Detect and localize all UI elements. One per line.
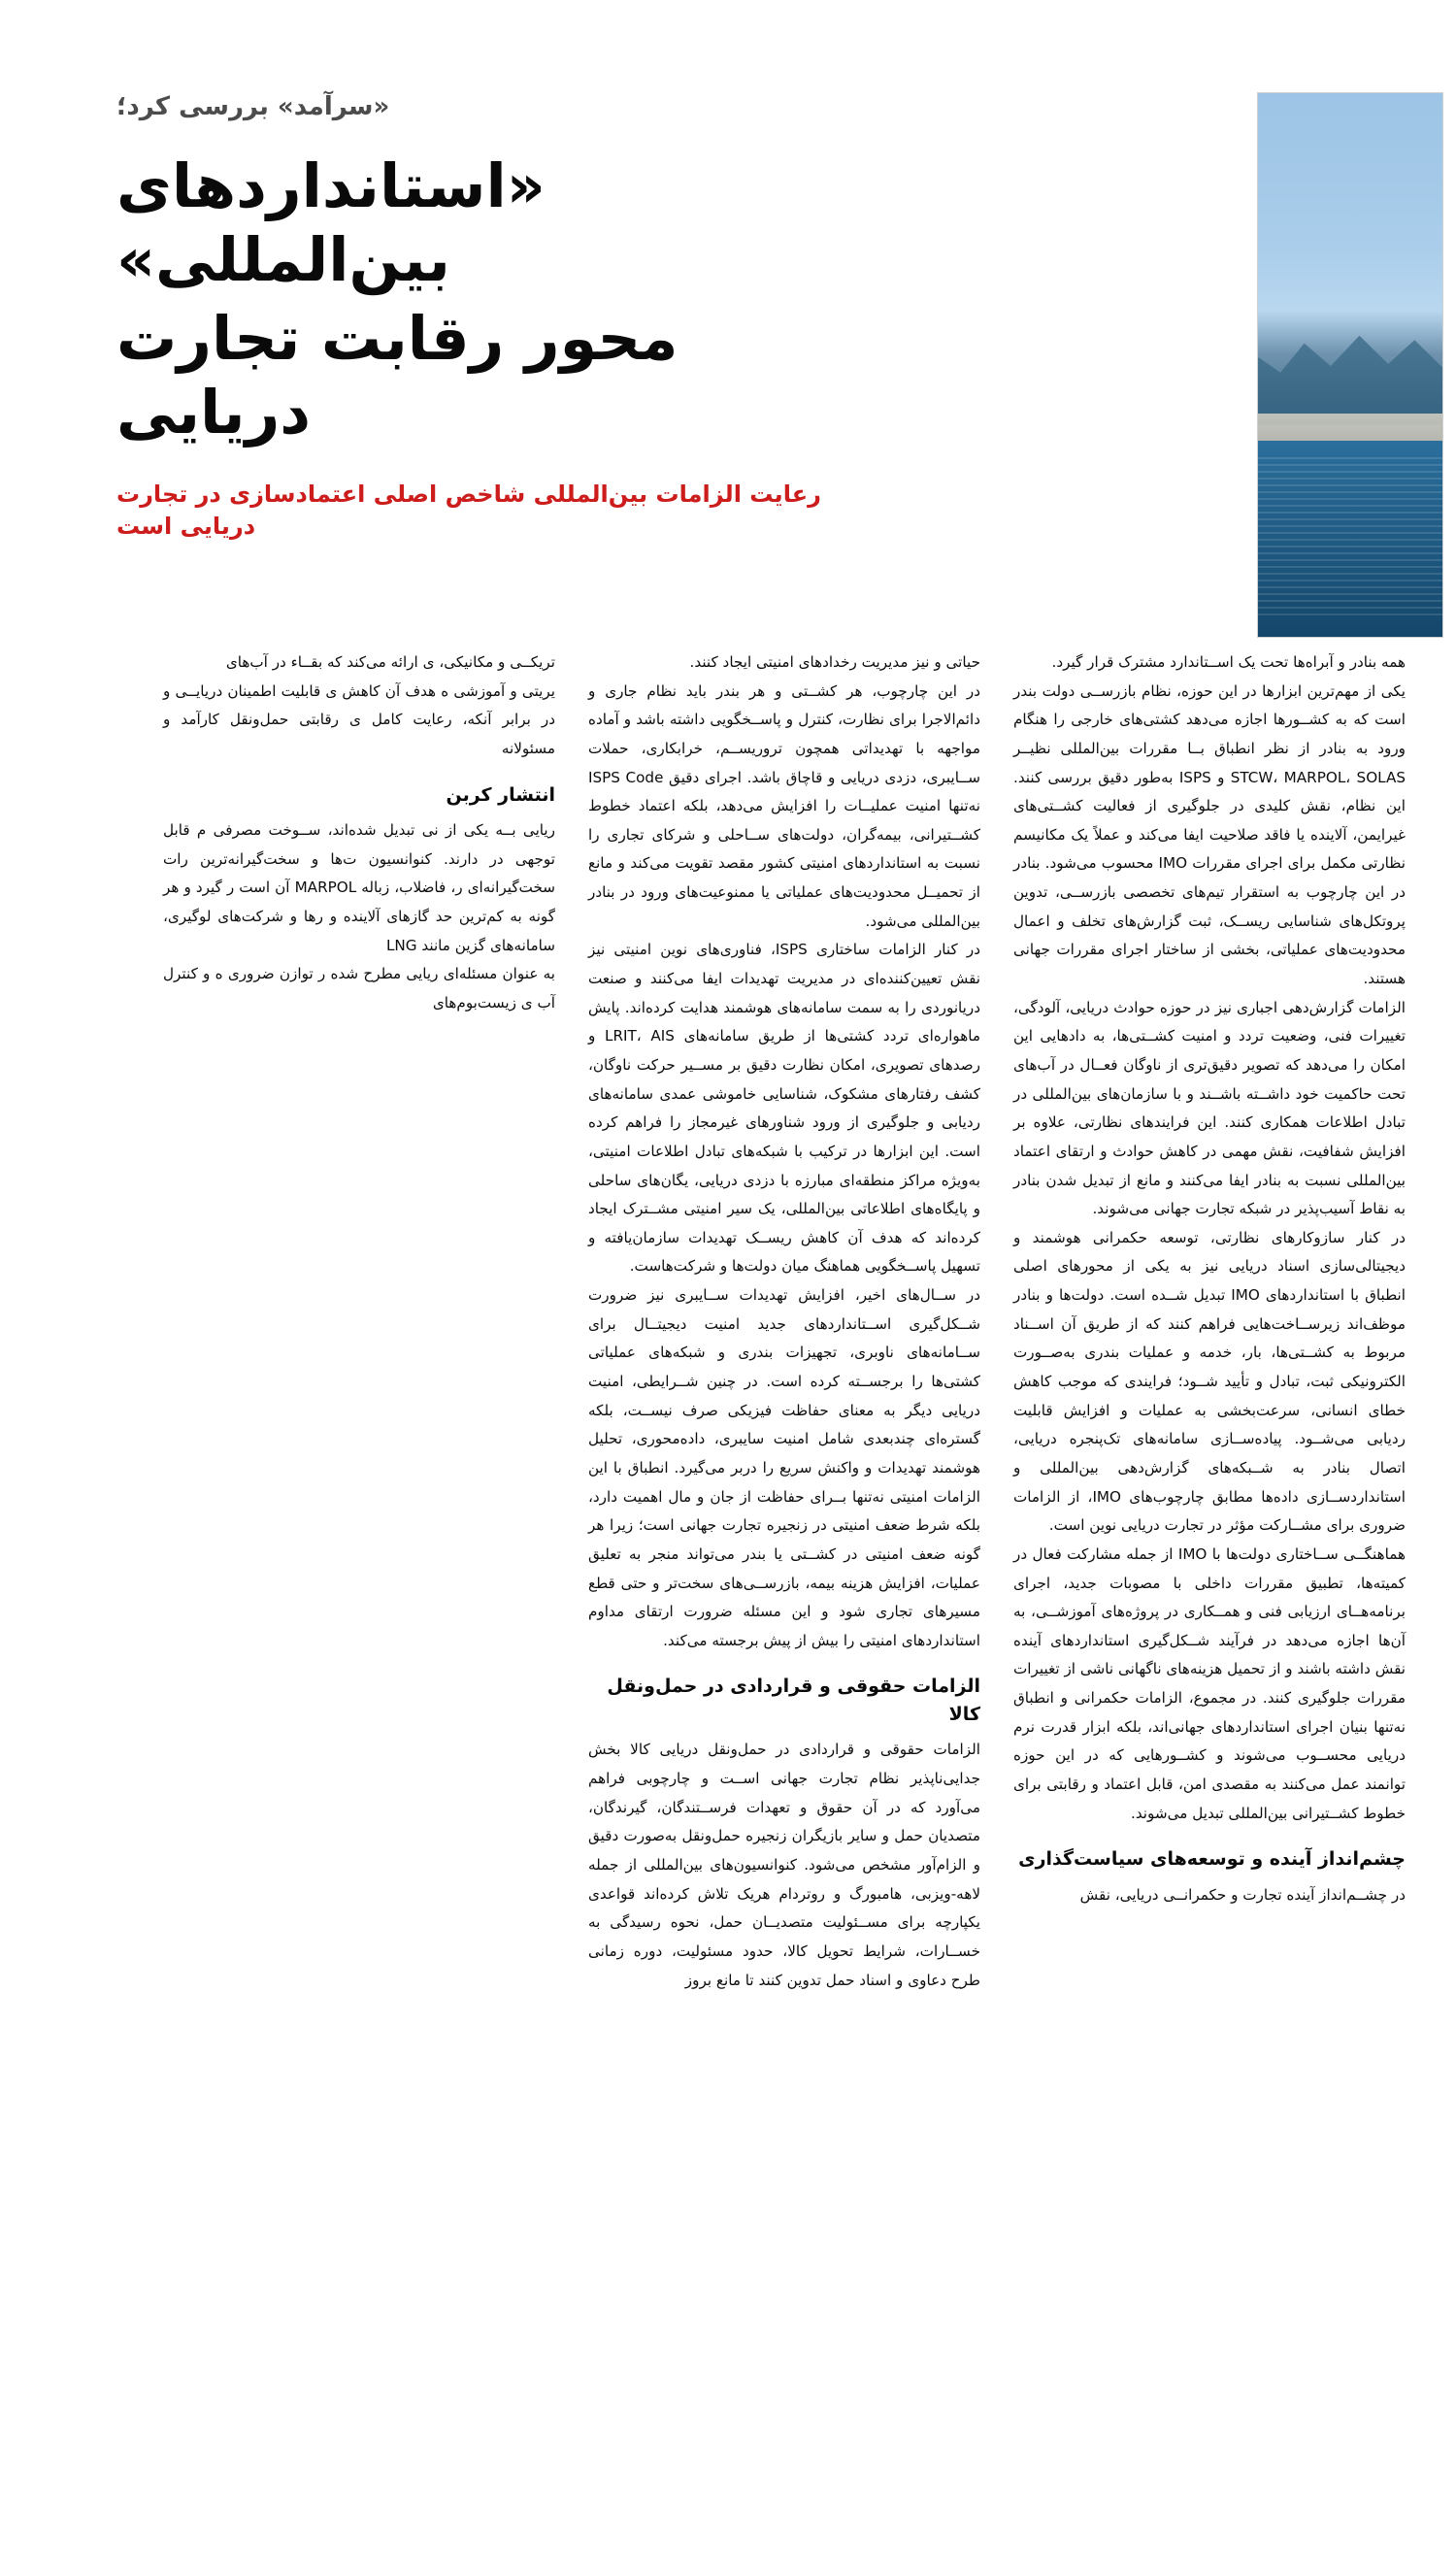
headline-line-2: محور رقابت تجارت دریایی xyxy=(116,303,678,448)
paragraph: در این چارچوب، هر کشــتی و هر بندر باید نظام جاری و دائم‌الاجرا برای نظارت، کنترل و پاســخگویی داشته باشد و آماده مواجهه با تهدیداتی همچون تروریســم، خرابکاری، حملات ســایبری، دزدی دریایی و قاچاق باشد. اجرای دقیق ISPS Code نه‌تنها امنیت عملیــات را افزایش می‌دهد، بلکه اعتماد خطوط کشــتیرانی، بیمه‌گران، دولت‌های ســاحلی و شرکای تجاری را نسبت به استانداردهای امنیتی کشور مقصد تقویت می‌کند و مانع از تحمیــل محدودیت‌های عملیاتی یا ممنوعیت‌های ورود در بنادر بین‌المللی می‌شود. xyxy=(588,681,980,930)
article-photo xyxy=(1257,92,1443,638)
paragraph: در چشــم‌انداز آینده تجارت و حکمرانــی دریایی، نقش xyxy=(1079,1885,1406,1904)
paragraph: حیاتی و نیز مدیریت رخدادهای امنیتی ایجاد کنند. xyxy=(689,653,980,671)
paragraph: یریتی و آموزشی ه هدف آن کاهش ی قابلیت اطمینان دریایــی و در برابر آنکه، رعایت کامل ی رقابتی حمل‌ونقل کارآمد و مسئولانه xyxy=(163,681,555,757)
article-body xyxy=(0,648,1456,2555)
paragraph: الزامات حقوقی و قراردادی در حمل‌ونقل دریایی کالا بخش جدایی‌ناپذیر نظام تجارت جهانی اســت و چارچوبی فراهم می‌آورد که در آن حقوق و تعهدات فرســتندگان، گیرندگان، متصدیان حمل و سایر بازیگران زنجیره حمل‌ونقل به‌صورت دقیق و الزام‌آور مشخص می‌شود. کنوانسیون‌های بین‌المللی از جمله لاهه-ویزبی، هامبورگ و روتردام هریک تلاش کرده‌اند قواعدی یکپارچه برای مســئولیت متصدیــان حمل، نحوه رسیدگی به خســارات، شرایط تحویل کالا، حدود مسئولیت، دوره زمانی طرح دعاوی و اسناد حمل تدوین کنند تا مانع بروز xyxy=(588,1741,980,1989)
paragraph: یکی از مهم‌ترین ابزارها در این حوزه، نظام بازرســی دولت بندر است که به کشــورها اجازه می‌دهد کشتی‌های خارجی را هنگام ورود به بنادر از نظر انطباق بــا مقررات بین‌المللی نظیــر STCW، MARPOL، SOLAS و ISPS به‌طور دقیق بررسی کنند. این نظام، نقش کلیدی در جلوگیری از فعالیت کشــتی‌های غیرایمن، آلاینده یا فاقد صلاحیت ایفا می‌کند و عملاً یک مکانیسم نظارتی مکمل برای اجرای مقررات IMO محسوب می‌شود. بنادر در این چارچوب به استقرار تیم‌های تخصصی بازرســی، تدوین پروتکل‌های شناسایی ریســک، ثبت گزارش‌های تخلف و اعمال محدودیت‌های عملیاتی، بخشی از ساختار اجرای مقررات جهانی هستند. xyxy=(1013,681,1406,988)
column-right xyxy=(1013,648,1406,2555)
paragraph: در کنار الزامات ساختاری ISPS، فناوری‌های نوین امنیتی نیز نقش تعیین‌کننده‌ای در مدیریت تهدیدات ایفا می‌کنند و صنعت دریانوردی را به سمت سامانه‌های هوشمند هدایت کرده‌اند. پایش ماهواره‌ای تردد کشتی‌ها از طریق سامانه‌های LRIT، AIS و رصدهای تصویری، امکان نظارت دقیق بر مســیر حرکت ناوگان، کشف رفتارهای مشکوک، شناسایی خاموشی عمدی سامانه‌های ردیابی و جلوگیری از ورود شناورهای غیرمجاز را فراهم کرده است. این ابزارها در ترکیب با شبکه‌های تبادل اطلاعات امنیتی، به‌ویژه مراکز منطقه‌ای مبارزه با دزدی دریایی، یگان‌های ساحلی و پایگاه‌های اطلاعاتی بین‌المللی، یک سیر امنیتی مشــترک ایجاد کرده‌اند که هدف آن کاهش ریســک تهدیدات سازمان‌یافته و تسهیل پاســخگویی هماهنگ میان دولت‌ها و شرکت‌هاست. xyxy=(588,941,980,1276)
section-heading: چشم‌انداز آینده و توسعه‌های سیاست‌گذاری xyxy=(1018,1848,1406,1871)
paragraph: هماهنگــی ســاختاری دولت‌ها با IMO از جمله مشارکت فعال در کمیته‌ها، تطبیق مقررات داخلی با مصوبات جدید، اجرای برنامه‌هــای ارزیابی فنی و همــکاری در پروژه‌های آموزشــی، به آن‌ها اجازه می‌دهد در فرآیند شــکل‌گیری استانداردهای آینده نقش داشته باشند و از تحمیل هزینه‌های ناگهانی ناشی از تغییرات مقررات جلوگیری کنند. در مجموع، الزامات حکمرانی و انطباق نه‌تنها بنیان اجرای استانداردهای جهانی‌اند، بلکه ابزار قدرت نرم دریایی محســوب می‌شوند و کشــورهایی که در این حوزه توانمند عمل می‌کنند به مقصدی امن، قابل اعتماد و رقابتی برای خطوط کشــتیرانی بین‌المللی تبدیل می‌شوند. xyxy=(1013,1544,1406,1822)
paragraph: همه بنادر و آبراه‌ها تحت یک اســتاندارد مشترک قرار گیرد. xyxy=(1051,653,1406,671)
page-title xyxy=(116,149,854,449)
section-heading: الزامات حقوقی و قراردادی در حمل‌ونقل کالا xyxy=(607,1676,980,1725)
article-kicker: «سرآمد» بررسی کرد؛ xyxy=(116,92,390,121)
article-header xyxy=(116,92,854,544)
headline-line-1: «استانداردهای بین‌المللی» xyxy=(116,150,546,295)
column-left xyxy=(163,648,555,2555)
photo-water-texture xyxy=(1258,452,1442,615)
paragraph: به عنوان مسئله‌ای ریایی مطرح شده ر توازن ضروری ه و کنترل آب ی زیست‌بوم‌های xyxy=(163,965,555,1012)
paragraph: تریکــی و مکانیکی، ی ارائه می‌کند که بقــاء در آب‌های xyxy=(225,653,555,671)
article-deck: رعایت الزامات بین‌المللی شاخص اصلی اعتمادسازی در تجارت دریایی است xyxy=(116,480,821,541)
photo-mountains xyxy=(1257,316,1443,425)
paragraph: الزامات گزارش‌دهی اجباری نیز در حوزه حوادث دریایی، آلودگی، تغییرات فنی، وضعیت تردد و امنیت کشــتی‌ها، به دادهایی این امکان را می‌دهد که تصویر دقیق‌تری از ناوگان فعــال در آب‌های تحت حاکمیت خود داشــته باشــند و با سازمان‌های بین‌المللی در تبادل اطلاعات همکاری کنند. این فرایندهای نظارتی، علاوه بر افزایش شفافیت، نقش مهمی در کاهش حوادث و ارتقای اعتماد بین‌المللی نسبت به بنادر ایفا می‌کنند و مانع از تبدیل شدن بنادر به نقاط آسیب‌پذیر در شبکه تجارت جهانی می‌شوند. xyxy=(1013,998,1406,1218)
column-middle xyxy=(588,648,980,2555)
paragraph: در کنار سازوکارهای نظارتی، توسعه حکمرانی هوشمند و دیجیتالی‌سازی اسناد دریایی نیز به یکی از محورهای اصلی انطباق با استانداردهای IMO تبدیل شــده است. دولت‌ها و بنادر موظف‌اند زیرســاخت‌هایی فراهم کنند که از طریق آن اســناد مربوط به کشــتی‌ها، بار، خدمه و عملیات بندری به‌صــورت الکترونیکی ثبت، تبادل و تأیید شــود؛ فرایندی که موجب کاهش خطای انسانی، سرعت‌بخشی به عملیات و افزایش قابلیت ردیابی می‌شــود. پیاده‌ســازی سامانه‌های تک‌پنجره دریایی، اتصال بنادر به شــبکه‌های گزارش‌دهی بین‌المللی و استانداردســازی داده‌ها مطابق چارچوب‌های IMO، از الزامات ضروری برای مشــارکت مؤثر در تجارت دریایی نوین است. xyxy=(1013,1228,1406,1535)
section-heading: انتشار کربن xyxy=(446,783,555,806)
paragraph: ریایی بــه یکی از نی تبدیل شده‌اند، ســوخت مصرفی م قابل توجهی در دارند. کنوانسیون ت‌ها و سخت‌گیرانه‌ترین رات سخت‌گیرانه‌ای ر، فاضلاب، زباله MARPOL آن است ر گیرد و هر گونه به کم‌ترین حد گازهای آلاینده و رها و شرکت‌های لوگیری، سامانه‌های گزین مانند LNG xyxy=(163,821,555,954)
paragraph: در ســال‌های اخیر، افزایش تهدیدات ســایبری نیز ضرورت شــکل‌گیری اســتانداردهای جدید امنیت دیجیتــال برای ســامانه‌های ناوبری، تجهیزات بندری و شبکه‌های عملیاتی کشتی‌ها را برجســته کرده است. در چنین شــرایطی، امنیت دریایی دیگر به معنای حفاظت فیزیکی صرف نیســت، بلکه گستره‌ای چندبعدی شامل امنیت سایبری، داده‌محوری، تحلیل هوشمند تهدیدات و واکنش سریع را دربر می‌گیرد. انطباق با این الزامات امنیتی نه‌تنها بــرای حفاظت از جان و مال اهمیت دارد، بلکه شرط ضعف امنیتی در زنجیره تجارت جهانی است؛ زیرا هر گونه ضعف امنیتی در کشــتی یا بندر می‌تواند منجر به تعلیق عملیات، افزایش هزینه بیمه، بازرســی‌های سخت‌تر و حتی قطع مسیرهای تجاری شود و این مسئله ضرورت ارتقای مداوم استانداردهای امنیتی را بیش از پیش برجسته می‌کند. xyxy=(588,1286,980,1649)
